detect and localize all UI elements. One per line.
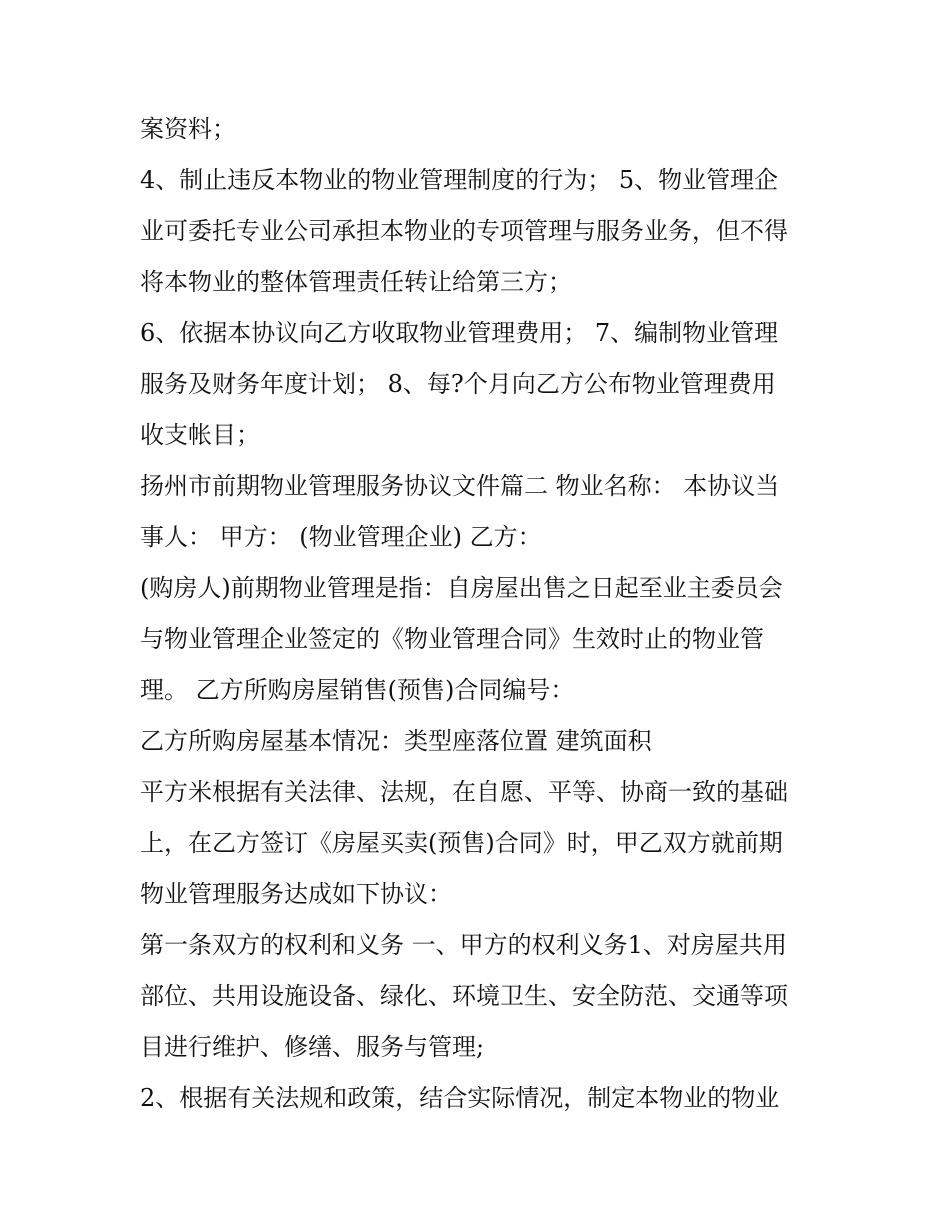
text-line: 将本物业的整体管理责任转让给第三方； <box>140 268 572 296</box>
text-line: 案资料； <box>140 115 236 143</box>
text-line: 与物业管理企业签定的《物业管理合同》生效时止的物业管 <box>140 625 764 653</box>
text-line: 部位、共用设施设备、绿化、环境卫生、安全防范、交通等项 <box>140 982 788 1010</box>
text-line: 上，在乙方签订《房屋买卖(预售)合同》时，甲乙双方就前期 <box>140 829 783 857</box>
text-line: 扬州市前期物业管理服务协议文件篇二 物业名称： 本协议当 <box>140 472 780 500</box>
text-line: 事人： 甲方： (物业管理企业) 乙方： <box>140 523 542 551</box>
text-line: 平方米根据有关法律、法规，在自愿、平等、协商一致的基础 <box>140 778 788 806</box>
document-body <box>140 104 820 1124</box>
text-line: 收支帐目； <box>140 421 260 449</box>
text-line: 目进行维护、修缮、服务与管理; <box>140 1033 485 1061</box>
text-line: 4、制止违反本物业的物业管理制度的行为； 5、物业管理企 <box>140 166 779 194</box>
text-line: 服务及财务年度计划； 8、每?个月向乙方公布物业管理费用 <box>140 370 776 398</box>
text-line: (购房人)前期物业管理是指：自房屋出售之日起至业主委员会 <box>140 574 783 602</box>
text-line: 2、根据有关法规和政策，结合实际情况，制定本物业的物业 <box>140 1084 780 1112</box>
text-line: 乙方所购房屋基本情况：类型座落位置 建筑面积 <box>140 727 652 755</box>
text-line: 第一条双方的权利和义务 一、甲方的权利义务1、对房屋共用 <box>140 931 787 959</box>
text-line: 6、依据本协议向乙方收取物业管理费用； 7、编制物业管理 <box>140 319 779 347</box>
text-line: 物业管理服务达成如下协议： <box>140 880 452 908</box>
text-line: 理。 乙方所购房屋销售(预售)合同编号： <box>140 676 575 704</box>
text-line: 业可委托专业公司承担本物业的专项管理与服务业务，但不得 <box>140 217 788 245</box>
